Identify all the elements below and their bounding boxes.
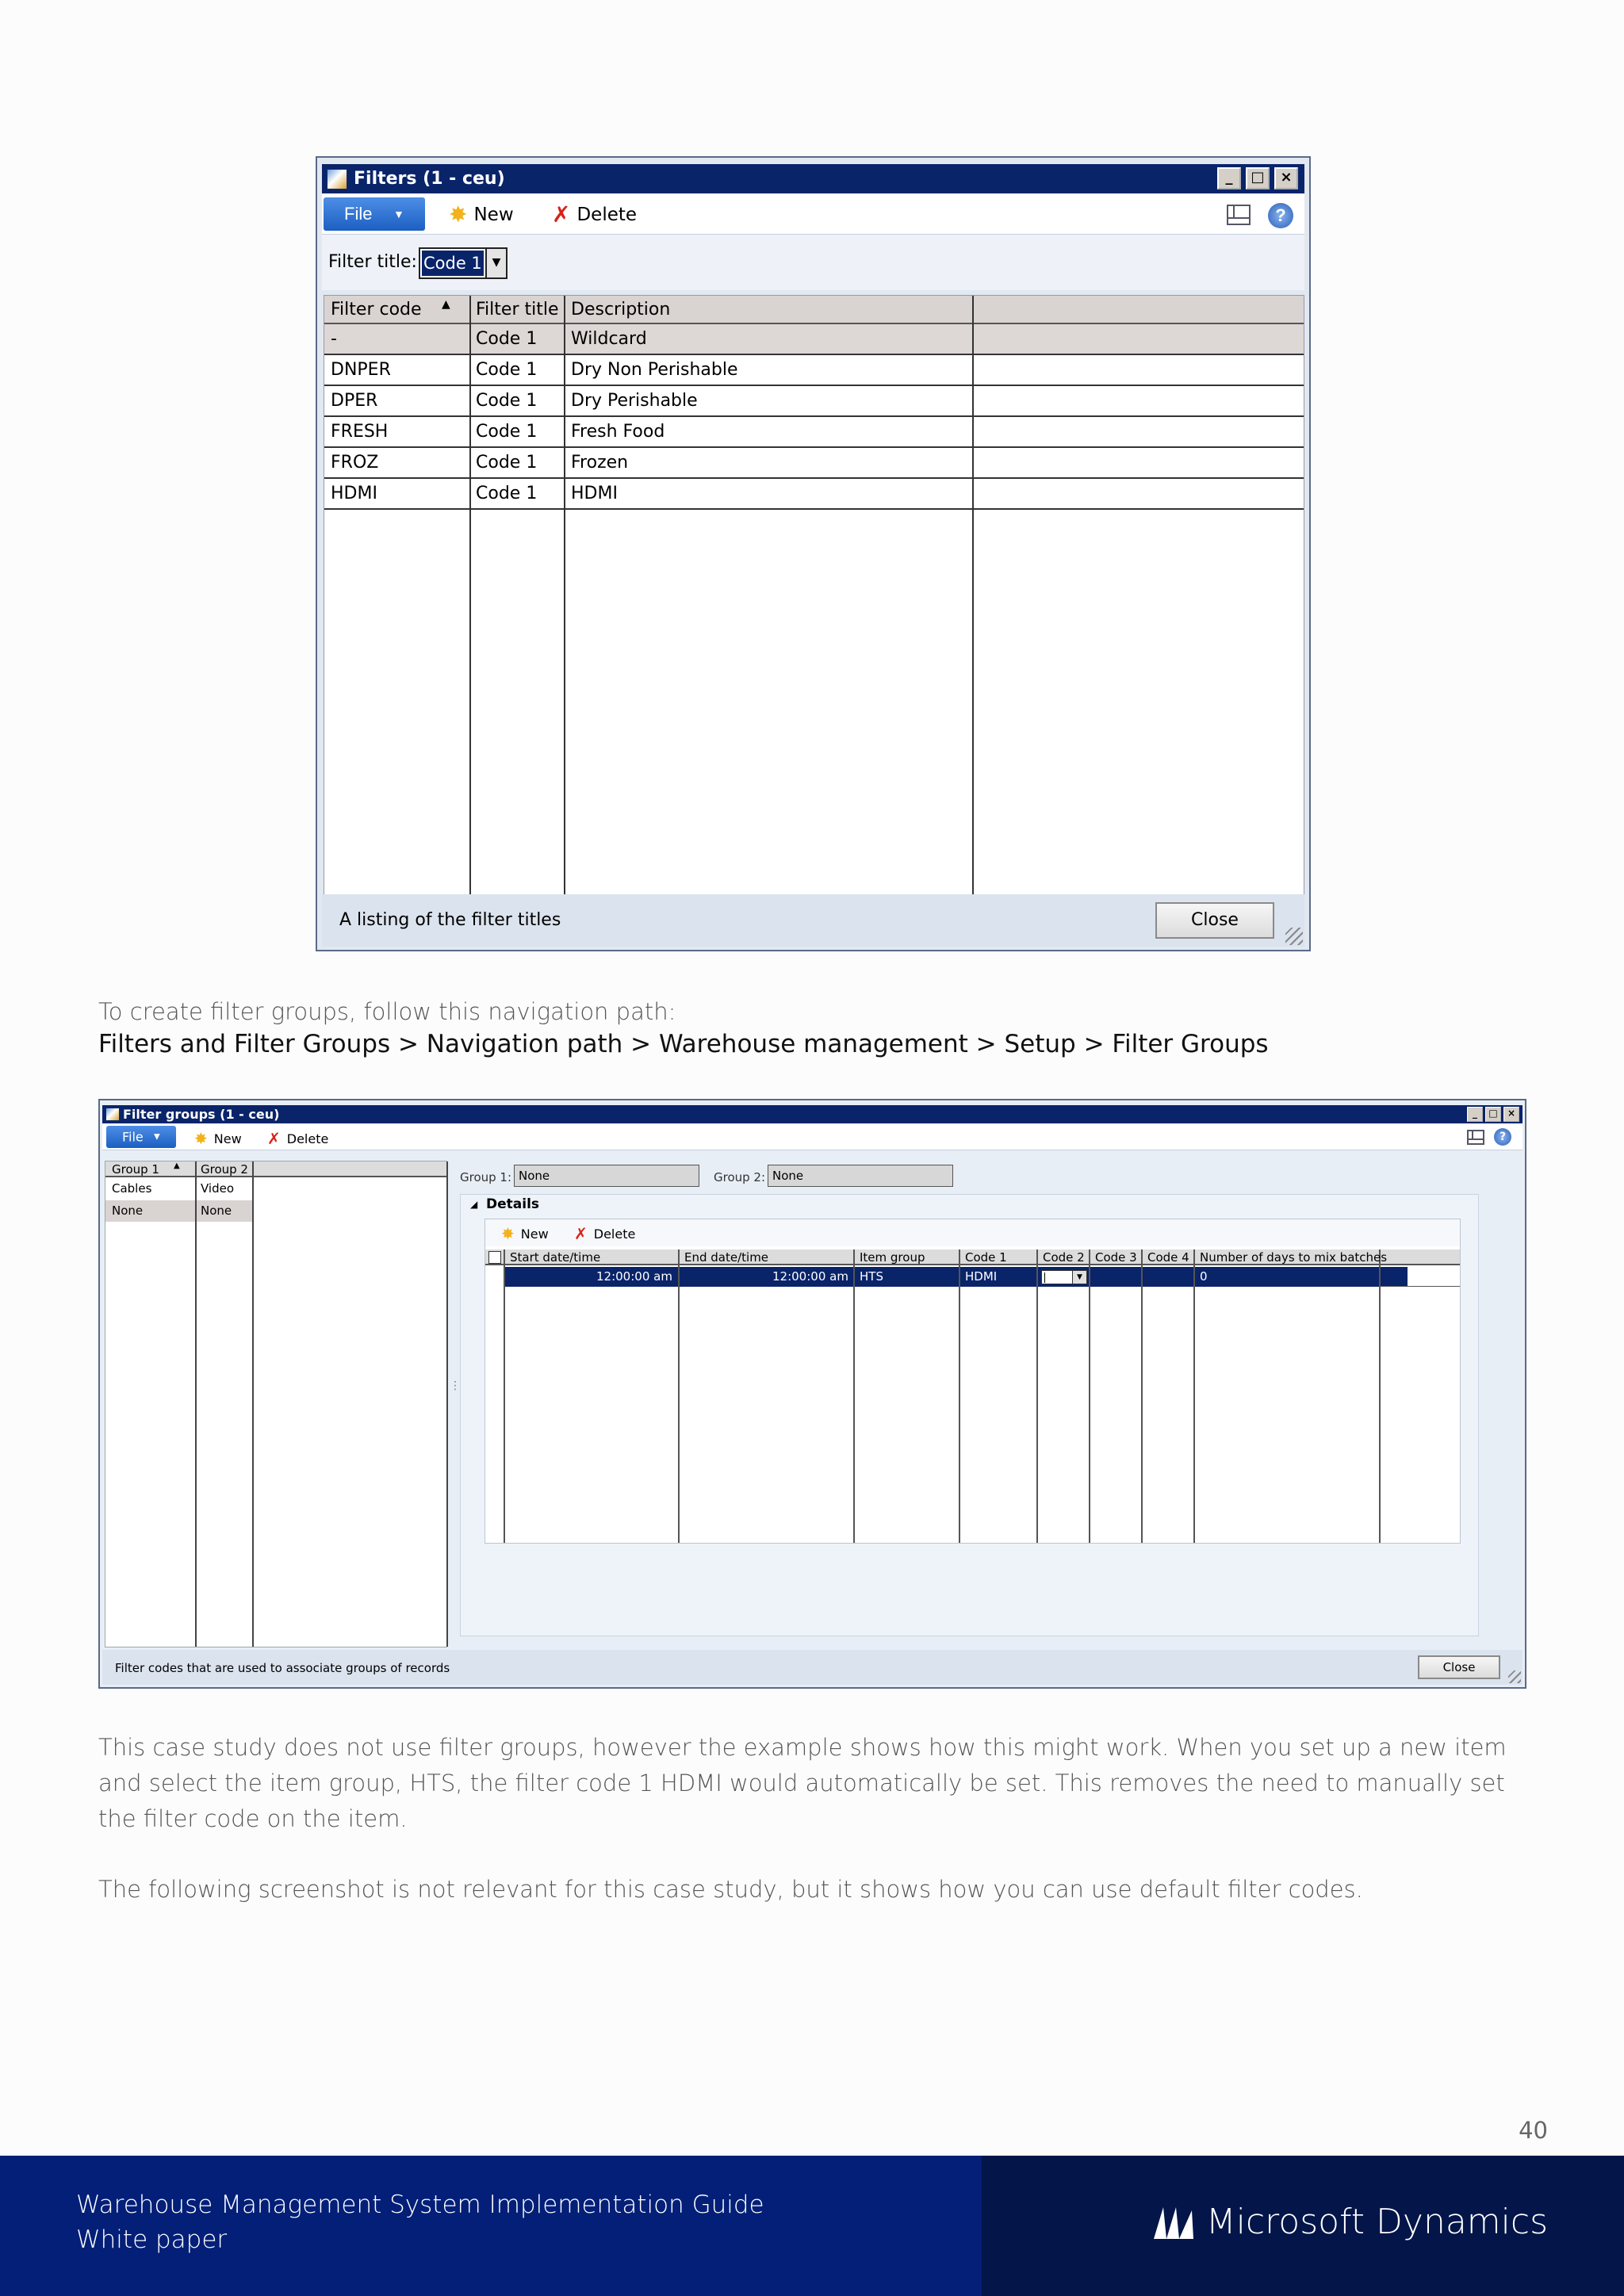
code-2-combo[interactable] xyxy=(1041,1270,1087,1284)
cell-description: HDMI xyxy=(571,484,618,503)
close-button[interactable]: Close xyxy=(1418,1655,1500,1679)
file-menu-button[interactable] xyxy=(324,197,425,231)
resize-grip-icon[interactable] xyxy=(1508,1670,1521,1683)
file-menu-button[interactable] xyxy=(106,1126,176,1148)
filters-window xyxy=(316,156,1311,951)
column-header-description[interactable]: Description xyxy=(571,300,671,320)
column-header-code-3[interactable]: Code 3 xyxy=(1095,1250,1137,1265)
dropdown-arrow-icon[interactable]: ▼ xyxy=(485,249,506,277)
details-label: Details xyxy=(486,1196,540,1212)
details-new-label: New xyxy=(520,1226,549,1242)
column-header-code-4[interactable]: Code 4 xyxy=(1147,1250,1189,1265)
layout-icon[interactable] xyxy=(1467,1130,1484,1145)
column-header-end[interactable]: End date/time xyxy=(684,1250,769,1265)
new-label: New xyxy=(213,1131,242,1146)
column-header-filter-code[interactable]: Filter code xyxy=(331,300,422,320)
table-row[interactable] xyxy=(324,386,1304,417)
window-title: Filters (1 - ceu) xyxy=(354,169,505,189)
details-section xyxy=(460,1194,1479,1636)
cell-filter-code: DPER xyxy=(331,391,378,411)
body-paragraph-1: This case study does not use filter groups, however the example shows how this might work. When you set up a new item and select the item group, HTS, the filter code 1 HDMI would automatically be set. This removes the need to manually set the filter code on the item. xyxy=(98,1734,1507,1832)
chevron-down-icon: ▼ xyxy=(393,208,404,220)
help-icon[interactable]: ? xyxy=(1494,1128,1511,1146)
text-cursor xyxy=(1044,1272,1045,1283)
cell-start: 12:00:00 am xyxy=(596,1269,672,1284)
close-icon[interactable]: × xyxy=(1503,1107,1519,1122)
group-1-field[interactable]: None xyxy=(514,1165,699,1187)
new-star-icon: ✸ xyxy=(501,1224,515,1243)
cell-group-2: None xyxy=(201,1203,232,1218)
intro-text: To create filter groups, follow this navigation path: xyxy=(98,998,676,1025)
cell-item-group: HTS xyxy=(860,1269,883,1284)
layout-icon[interactable] xyxy=(1227,205,1251,225)
cell-filter-title: Code 1 xyxy=(476,453,538,473)
delete-label: Delete xyxy=(576,204,638,225)
cell-filter-code: DNPER xyxy=(331,360,391,380)
minimize-icon[interactable]: _ xyxy=(1217,167,1241,189)
grid-header xyxy=(324,296,1304,324)
cell-filter-code: - xyxy=(331,329,337,349)
table-row[interactable] xyxy=(324,448,1304,479)
status-text: Filter codes that are used to associate groups of records xyxy=(115,1661,450,1675)
cell-filter-code: HDMI xyxy=(331,484,377,503)
column-header-group-1[interactable]: Group 1 xyxy=(112,1162,159,1177)
new-star-icon: ✸ xyxy=(449,201,468,228)
details-grid-panel xyxy=(485,1219,1461,1544)
cell-group-1: None xyxy=(112,1203,144,1218)
cell-description: Dry Perishable xyxy=(571,391,698,411)
cell-description: Dry Non Perishable xyxy=(571,360,738,380)
column-header-code-2[interactable]: Code 2 xyxy=(1043,1250,1085,1265)
details-new-button[interactable] xyxy=(501,1224,549,1243)
maximize-icon[interactable]: □ xyxy=(1485,1107,1501,1122)
delete-x-icon: ✗ xyxy=(267,1129,281,1148)
status-bar xyxy=(102,1650,1522,1685)
group-2-field[interactable]: None xyxy=(768,1165,953,1187)
page-footer xyxy=(0,2156,1624,2296)
close-button[interactable]: Close xyxy=(1155,902,1274,939)
cell-filter-title: Code 1 xyxy=(476,422,538,442)
table-row[interactable] xyxy=(324,355,1304,386)
filters-titlebar xyxy=(322,164,1304,193)
dropdown-arrow-icon[interactable]: ▼ xyxy=(1072,1271,1086,1284)
window-title: Filter groups (1 - ceu) xyxy=(123,1107,280,1122)
details-delete-button[interactable] xyxy=(574,1224,635,1243)
filters-grid xyxy=(324,295,1304,895)
dynamics-logo-icon xyxy=(1152,2204,1197,2241)
close-icon[interactable]: × xyxy=(1274,167,1298,189)
details-grid xyxy=(485,1249,1460,1543)
filter-groups-window xyxy=(98,1099,1526,1689)
column-header-start[interactable]: Start date/time xyxy=(510,1250,601,1265)
cell-filter-code: FRESH xyxy=(331,422,389,442)
filter-title-label: Filter title: xyxy=(328,252,417,272)
body-paragraph-2: The following screenshot is not relevant for this case study, but it shows how you can use default filter codes. xyxy=(98,1876,1363,1903)
cell-description: Fresh Food xyxy=(571,422,665,442)
file-menu-label: File xyxy=(344,204,373,224)
new-button[interactable] xyxy=(194,1129,242,1148)
filter-groups-toolbar xyxy=(102,1123,1522,1150)
collapse-arrow-icon[interactable]: ◢ xyxy=(470,1199,478,1210)
delete-x-icon: ✗ xyxy=(574,1224,588,1243)
groups-grid xyxy=(105,1161,447,1647)
details-toolbar xyxy=(485,1219,1460,1246)
column-header-filter-title[interactable]: Filter title xyxy=(476,300,559,320)
microsoft-dynamics-logo xyxy=(1152,2202,1548,2242)
sort-ascending-icon: ▲ xyxy=(442,298,450,311)
cell-days: 0 xyxy=(1200,1269,1208,1284)
details-delete-label: Delete xyxy=(593,1226,636,1242)
app-icon xyxy=(327,169,347,189)
navigation-path: Filters and Filter Groups > Navigation path > Warehouse management > Setup > Filter Groups xyxy=(98,1030,1269,1058)
new-button[interactable] xyxy=(449,201,514,228)
filter-title-value: Code 1 xyxy=(422,251,484,276)
delete-label: Delete xyxy=(286,1131,329,1146)
cell-filter-title: Code 1 xyxy=(476,391,538,411)
status-bar xyxy=(322,894,1304,947)
delete-x-icon: ✗ xyxy=(552,201,571,228)
file-menu-label: File xyxy=(122,1129,144,1145)
new-star-icon: ✸ xyxy=(194,1129,208,1148)
cell-description: Wildcard xyxy=(571,329,647,349)
table-row[interactable] xyxy=(324,417,1304,448)
group-1-label: Group 1: xyxy=(460,1170,512,1184)
cell-filter-title: Code 1 xyxy=(476,484,538,503)
footer-title: Warehouse Management System Implementation Guide xyxy=(76,2191,764,2219)
sort-ascending-icon: ▲ xyxy=(174,1161,180,1170)
footer-subtitle: White paper xyxy=(76,2225,228,2254)
table-row[interactable] xyxy=(324,324,1304,355)
filters-toolbar xyxy=(322,193,1304,235)
cell-group-1: Cables xyxy=(112,1181,152,1196)
cell-end: 12:00:00 am xyxy=(772,1269,848,1284)
select-all-checkbox[interactable] xyxy=(488,1251,501,1264)
column-header-group-2[interactable]: Group 2 xyxy=(201,1162,248,1177)
help-icon[interactable]: ? xyxy=(1268,203,1293,228)
cell-filter-code: FROZ xyxy=(331,453,379,473)
column-header-code-1[interactable]: Code 1 xyxy=(965,1250,1007,1265)
column-header-item-group[interactable]: Item group xyxy=(860,1250,925,1265)
cell-description: Frozen xyxy=(571,453,629,473)
group-2-label: Group 2: xyxy=(714,1170,766,1184)
filter-title-row xyxy=(322,235,1304,290)
cell-group-2: Video xyxy=(201,1181,235,1196)
delete-button[interactable] xyxy=(552,201,637,228)
page-number: 40 xyxy=(1519,2117,1548,2144)
brand-name: Microsoft Dynamics xyxy=(1205,2202,1548,2242)
table-row[interactable] xyxy=(324,479,1304,510)
column-header-days[interactable]: Number of days to mix batches xyxy=(1200,1250,1388,1265)
minimize-icon[interactable]: _ xyxy=(1467,1107,1483,1122)
filter-title-combo[interactable] xyxy=(419,247,508,279)
cell-code-1: HDMI xyxy=(965,1269,998,1284)
new-label: New xyxy=(473,204,514,225)
maximize-icon[interactable]: □ xyxy=(1246,167,1270,189)
resize-grip-icon[interactable] xyxy=(1285,928,1303,945)
delete-button[interactable] xyxy=(267,1129,328,1148)
cell-filter-title: Code 1 xyxy=(476,360,538,380)
app-icon xyxy=(105,1108,120,1121)
chevron-down-icon: ▼ xyxy=(154,1132,160,1142)
filter-groups-titlebar xyxy=(102,1105,1522,1123)
cell-filter-title: Code 1 xyxy=(476,329,538,349)
status-text: A listing of the filter titles xyxy=(339,910,561,930)
splitter-handle-icon[interactable]: ⋮ xyxy=(450,1380,461,1392)
